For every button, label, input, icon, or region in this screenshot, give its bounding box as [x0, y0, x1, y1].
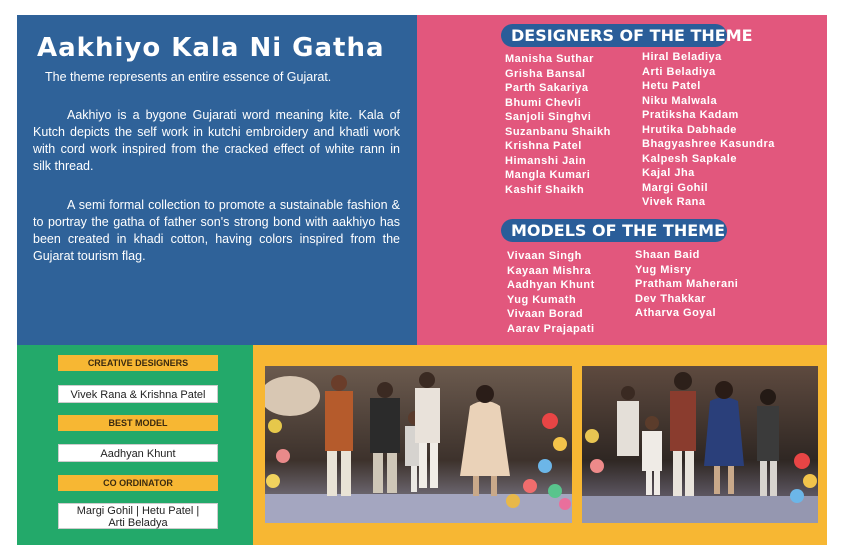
designer-name: Sanjoli Singhvi: [505, 111, 592, 123]
models-list-1: [507, 249, 595, 336]
designers-heading: DESIGNERS OF THE THEME: [501, 24, 727, 47]
model-name: Kayaan Mishra: [507, 264, 592, 277]
designer-name: Hiral Beladiya: [642, 51, 722, 63]
theme-paragraph-2: A semi formal collection to promote a sustainable fashion & to portray the gatha of father son's strong bond with aakhiyo has been created in khadi cotton, having colors inspired from the Gujarat tourism flag.: [33, 198, 400, 263]
model-name: Aarav Prajapati: [507, 322, 595, 335]
model-name: Aadhyan Khunt: [507, 279, 595, 291]
designer-name: Suzanbanu Shaikh: [505, 125, 611, 138]
model-name: Yug Kumath: [507, 293, 577, 306]
theme-description-panel: [17, 15, 417, 345]
designer-name: Margi Gohil: [642, 181, 708, 194]
model-name: Yug Misry: [635, 263, 692, 276]
model-name: Shaan Baid: [635, 249, 700, 261]
best-model-value: Aadhyan Khunt: [58, 444, 218, 462]
designer-name: Vivek Rana: [642, 196, 706, 208]
creative-designers-value: Vivek Rana & Krishna Patel: [58, 385, 218, 403]
theme-lead: The theme represents an entire essence of Gujarat.: [45, 70, 332, 84]
designer-name: Pratiksha Kadam: [642, 109, 739, 121]
designer-name: Arti Beladiya: [642, 65, 716, 78]
designer-name: Kalpesh Sapkale: [642, 152, 737, 165]
designer-name: Grisha Bansal: [505, 67, 586, 80]
awards-panel: [17, 345, 253, 545]
theme-title: Aakhiyo Kala Ni Gatha: [37, 33, 385, 63]
best-model-label: BEST MODEL: [58, 415, 218, 431]
model-name: Atharva Goyal: [635, 307, 717, 319]
designer-name: Kajal Jha: [642, 167, 695, 179]
coordinator-value: Margi Gohil | Hetu Patel | Arti Beladya: [58, 503, 218, 529]
designer-name: Parth Sakariya: [505, 82, 589, 94]
photo-panel: [253, 345, 827, 545]
designer-name: Mangla Kumari: [505, 169, 591, 181]
designer-name: Kashif Shaikh: [505, 183, 585, 196]
designer-name: Bhagyashree Kasundra: [642, 138, 775, 150]
runway-photo-1: [265, 366, 572, 523]
designer-name: Manisha Suthar: [505, 53, 594, 65]
models-list-2: [635, 248, 738, 321]
designers-list-1: [505, 52, 611, 197]
credits-panel: [417, 15, 827, 345]
model-name: Pratham Maherani: [635, 278, 739, 290]
model-name: Vivaan Singh: [507, 250, 582, 262]
coordinator-label: CO ORDINATOR: [58, 475, 218, 491]
designer-name: Himanshi Jain: [505, 154, 587, 167]
designer-name: Hrutika Dabhade: [642, 123, 737, 136]
creative-designers-label: CREATIVE DESIGNERS: [58, 355, 218, 371]
runway-photo-2: [582, 366, 818, 523]
designer-name: Hetu Patel: [642, 80, 701, 92]
designer-name: Bhumi Chevli: [505, 96, 582, 109]
models-heading: MODELS OF THE THEME: [501, 219, 727, 242]
designer-name: Krishna Patel: [505, 140, 582, 152]
model-name: Vivaan Borad: [507, 308, 584, 320]
designer-name: Niku Malwala: [642, 94, 718, 107]
theme-paragraph-1: Aakhiyo is a bygone Gujarati word meaning kite. Kala of Kutch depicts the self work in kutchi embroidery and khatli work with cord work inspired from the cracked effect of white rann in silk thread.: [33, 108, 400, 173]
designers-list-2: [642, 50, 775, 210]
model-name: Dev Thakkar: [635, 292, 706, 305]
